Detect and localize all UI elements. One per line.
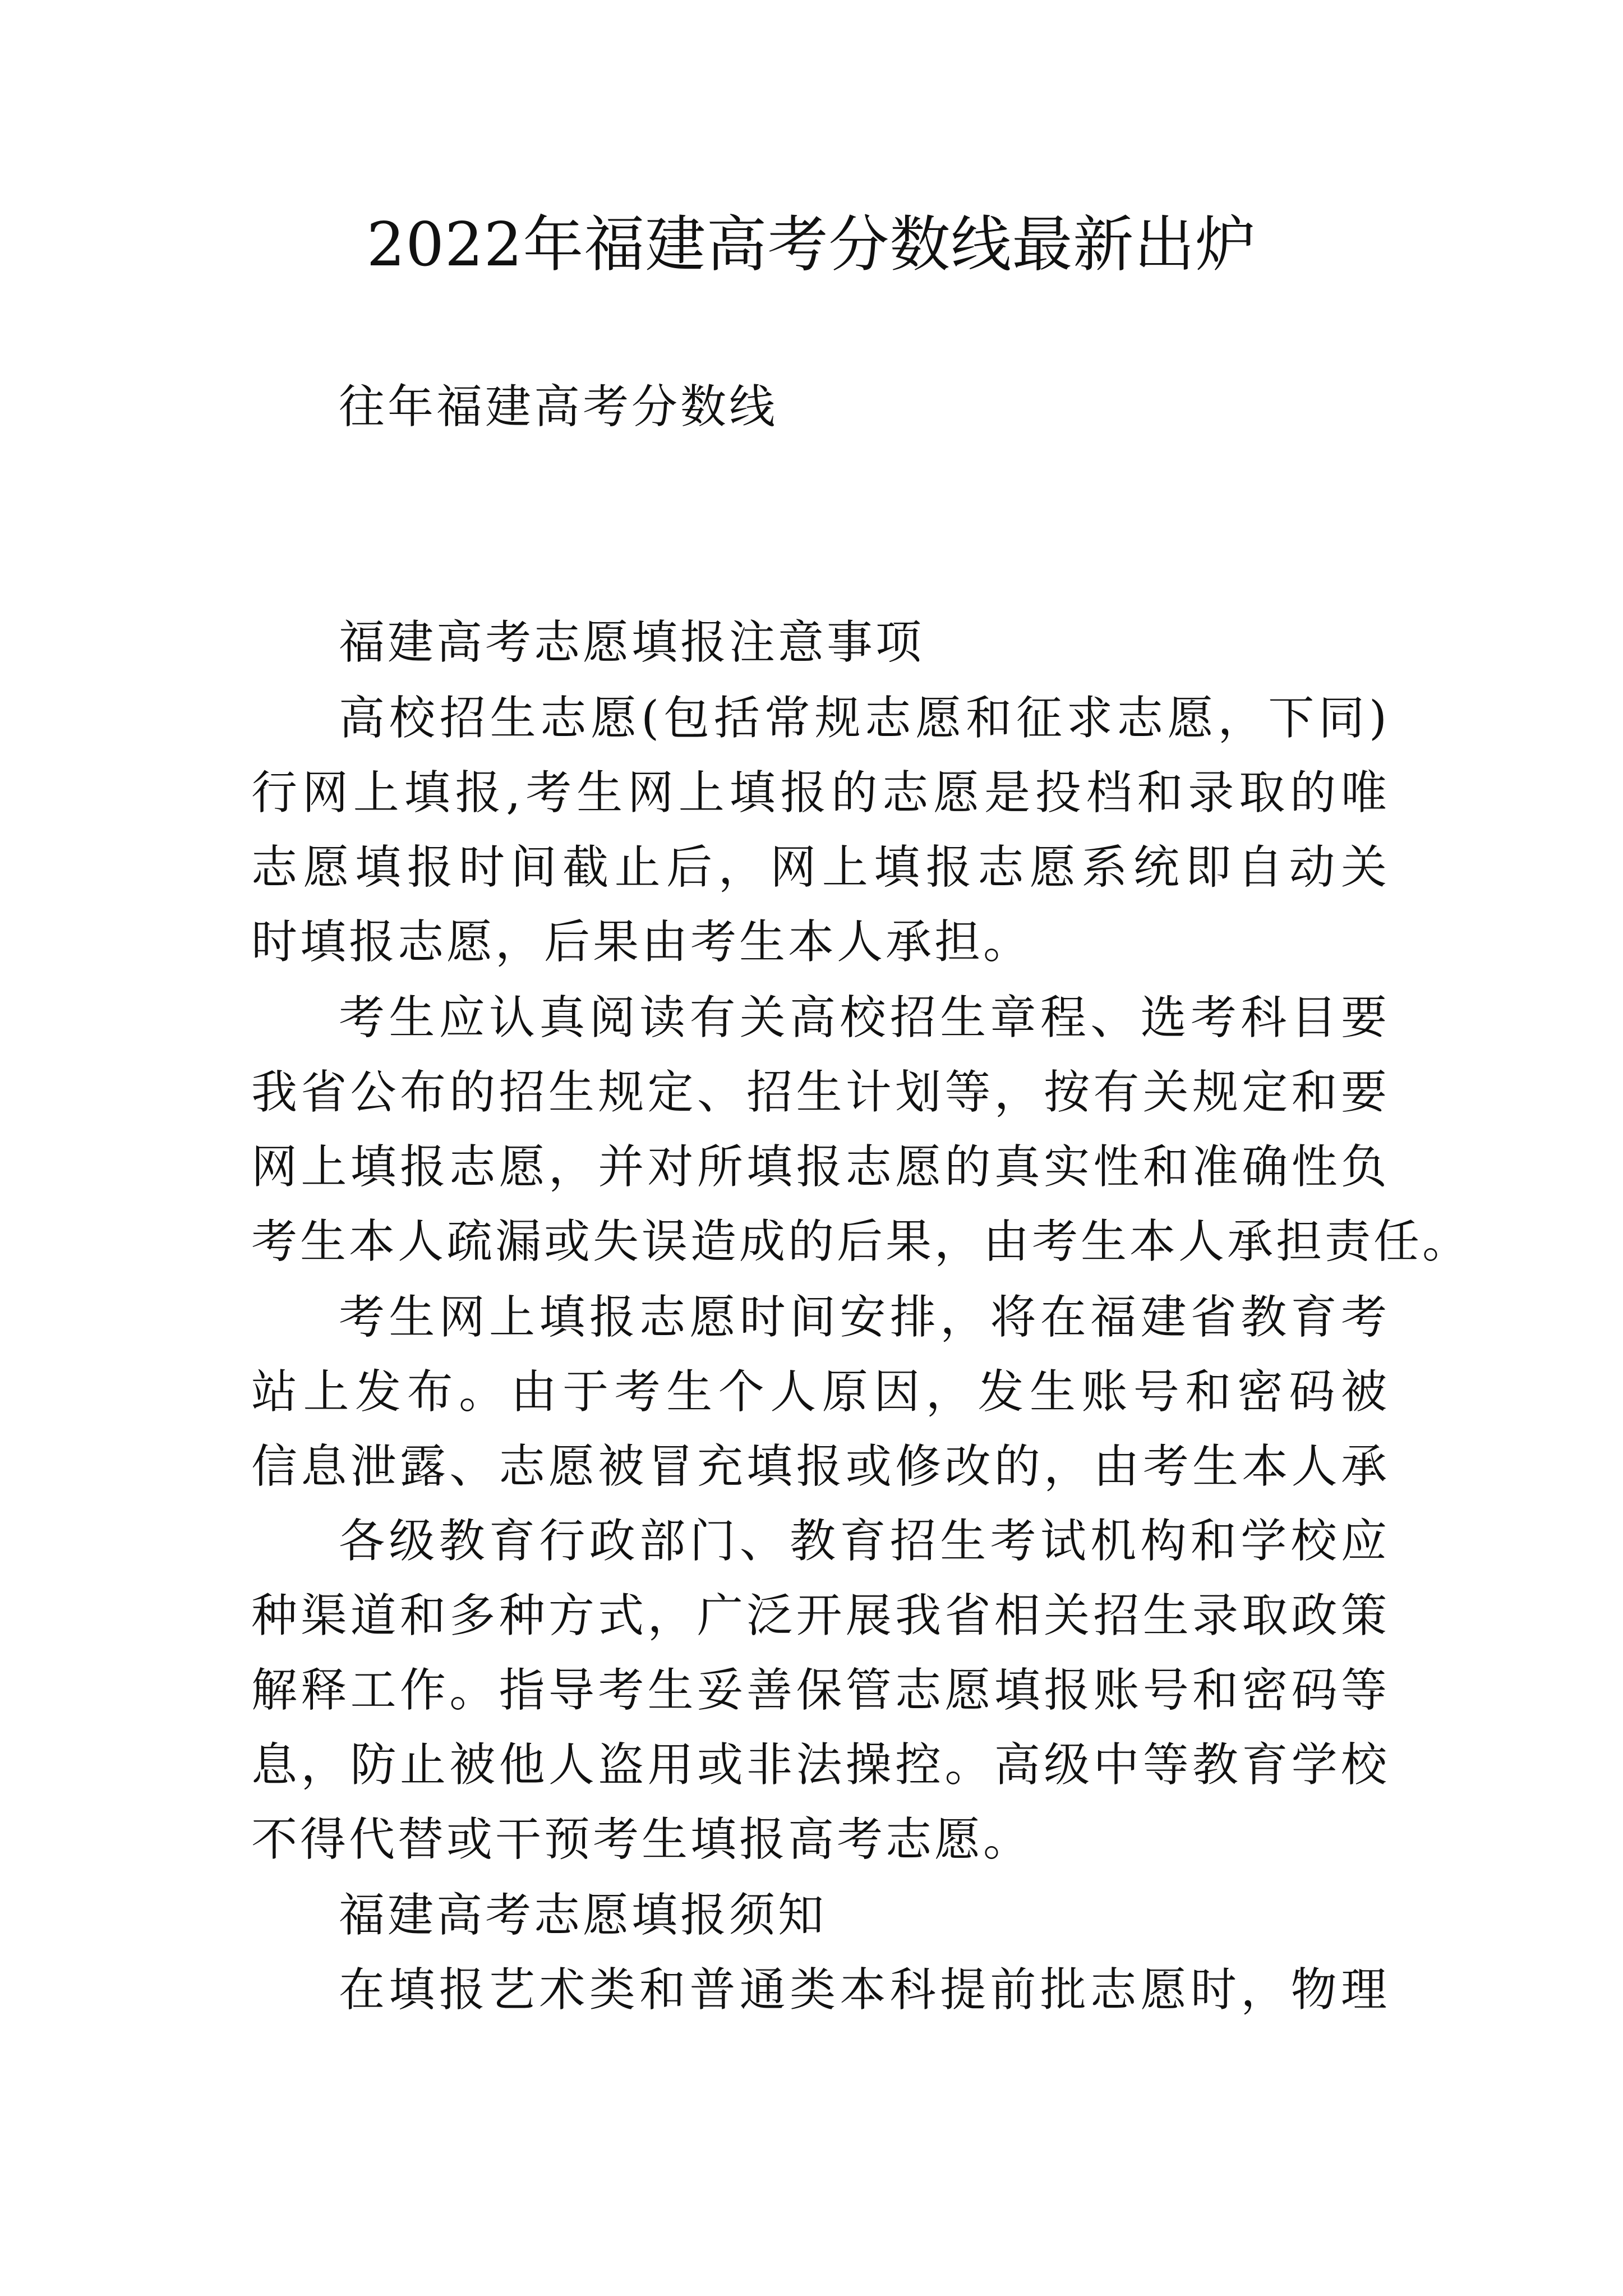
paragraph-line: 解释工作。指导考生妥善保管志愿填报账号和密码等 xyxy=(251,1664,1390,1717)
paragraph-line: 高校招生志愿(包括常规志愿和征求志愿，下同) xyxy=(339,692,1390,745)
paragraph-line: 网上填报志愿，并对所填报志愿的真实性和准确性负 xyxy=(251,1140,1390,1194)
paragraph-line: 考生本人疏漏或失误造成的后果，由考生本人承担责任。 xyxy=(251,1215,1472,1268)
paragraph-line: 志愿填报时间截止后，网上填报志愿系统即自动关 xyxy=(251,841,1390,894)
paragraph-line: 不得代替或干预考生填报高考志愿。 xyxy=(251,1813,1032,1866)
paragraph-line: 息，防止被他人盗用或非法操控。高级中等教育学校 xyxy=(251,1738,1390,1792)
section-heading-notes: 福建高考志愿填报注意事项 xyxy=(339,616,925,669)
section-heading-past-scores: 往年福建高考分数线 xyxy=(339,380,778,434)
paragraph-line: 考生网上填报志愿时间安排，将在福建省教育考 xyxy=(339,1291,1390,1344)
paragraph-line: 我省公布的招生规定、招生计划等，按有关规定和要 xyxy=(251,1066,1390,1119)
paragraph-line: 种渠道和多种方式，广泛开展我省相关招生录取政策 xyxy=(251,1589,1390,1642)
paragraph-line: 行网上填报,考生网上填报的志愿是投档和录取的唯 xyxy=(251,766,1390,820)
paragraph-line: 在填报艺术类和普通类本科提前批志愿时，物理 xyxy=(339,1963,1390,2017)
paragraph-line: 各级教育行政部门、教育招生考试机构和学校应 xyxy=(339,1515,1390,1568)
section-heading-instructions: 福建高考志愿填报须知 xyxy=(339,1889,827,1942)
document-title: 2022年福建高考分数线最新出炉 xyxy=(366,210,1257,280)
paragraph-line: 信息泄露、志愿被冒充填报或修改的，由考生本人承 xyxy=(251,1440,1390,1493)
paragraph-line: 时填报志愿，后果由考生本人承担。 xyxy=(251,915,1032,969)
paragraph-line: 站上发布。由于考生个人原因，发生账号和密码被 xyxy=(251,1365,1390,1419)
paragraph-line: 考生应认真阅读有关高校招生章程、选考科目要 xyxy=(339,991,1390,1045)
